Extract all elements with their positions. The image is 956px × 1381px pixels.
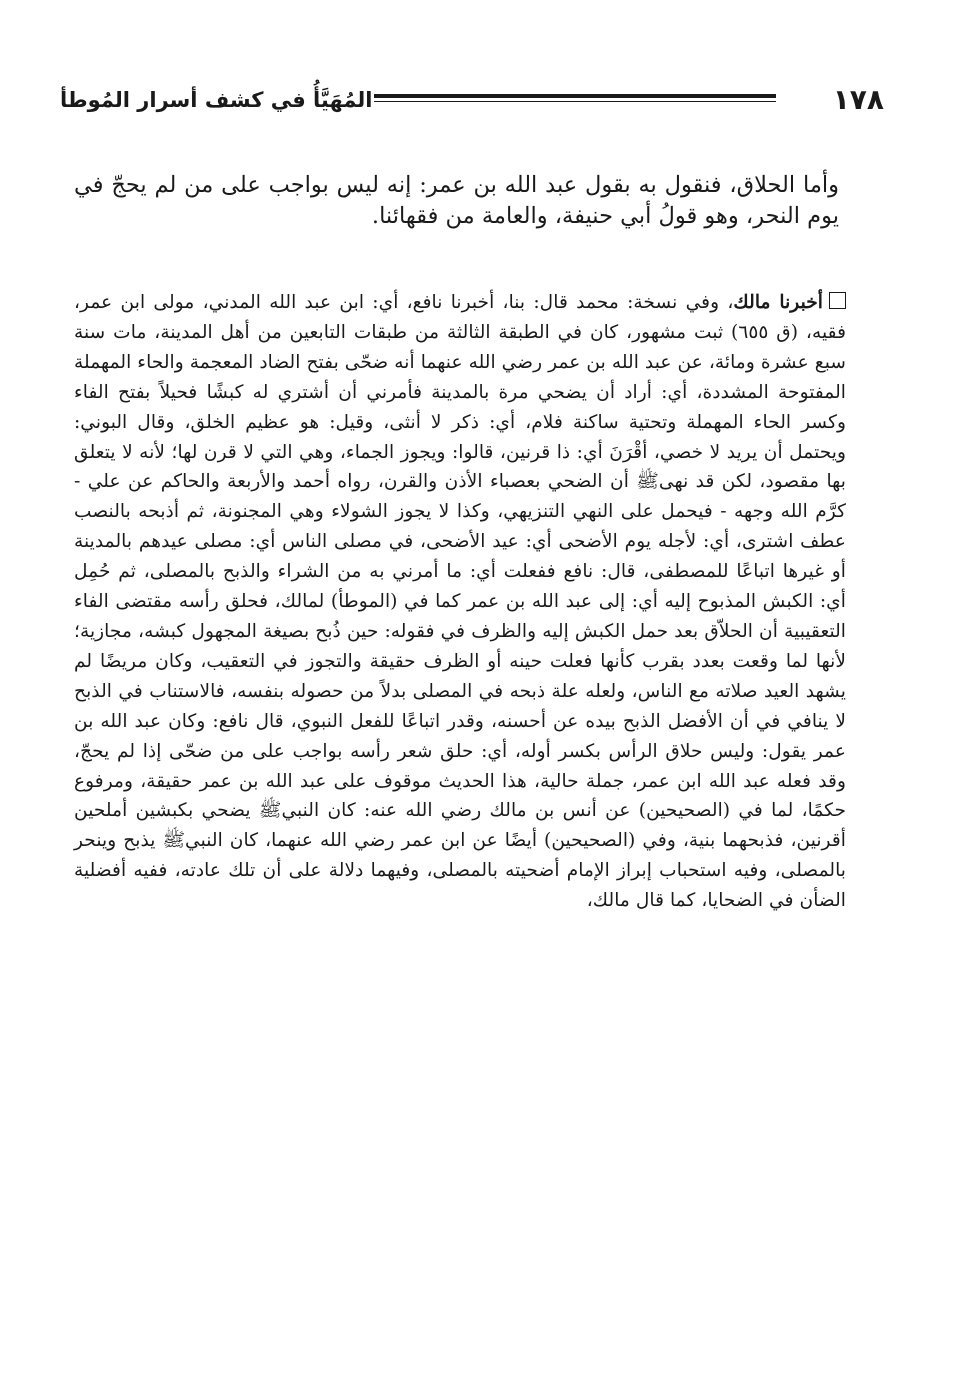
book-title: المُهَيَّأُ في كشف أسرار المُوطأ [60,88,373,112]
page-number: ١٧٨ [832,83,884,116]
page-header [60,82,884,122]
square-marker-icon [829,292,846,309]
commentary-paragraph [74,288,846,916]
commentary-block [74,288,846,916]
main-text-block [74,170,839,232]
main-text-paragraph: وأما الحلاق، فنقول به بقول عبد الله بن عمر: إنه ليس بواجب على من لم يحجّ في يوم النحر، وهو قولُ أبي حنيفة، والعامة من فقهائنا. [74,172,839,229]
commentary-body: ، وفي نسخة: محمد قال: بنا، أخبرنا نافع، أي: ابن عبد الله المدني، مولى ابن عمر، فقيه، (ق ٦٥٥) ثبت مشهور، كان في الطبقة الثالثة من طبقات التابعين من أهل المدينة، مات سنة سبع عشرة ومائة، عن عبد الله بن عمر رضي الله عنهما أنه ضحّى بفتح الضاد المعجمة والحاء المهملة المفتوحة المشددة، أي: أراد أن يضحي مرة بالمدينة فأمرني أن أشتري له كبشًا فحيلاً بفتح الفاء وكسر الحاء المهملة وتحتية ساكنة فلام، أي: ذكر لا أنثى، وقيل: هو عظيم الخلق، وقال البوني: ويحتمل أن يريد لا خصي، أقْرَنَ أي: ذا قرنين، قالوا: ويجوز الجماء، وهي التي لا قرن لها؛ لأنه لا يتعلق بها مقصود، لكن قد نهىﷺ أن الضحي بعصباء الأذن والقرن، رواه أحمد والأربعة والحاكم عن علي - كرَّم الله وجهه - فيحمل على النهي التنزيهي، وكذا لا يجوز الشولاء وهي المجنونة، ثم أذبحه بالنصب عطف اشترى، أي: لأجله يوم الأضحى أي: عيد الأضحى، في مصلى الناس أي: مصلى عيدهم بالمدينة أو غيرها اتباعًا للمصطفى، قال: نافع ففعلت أي: ما أمرني به من الشراء والذبح بالمصلى، ثم حُمِل أي: الكبش المذبوح إليه أي: إلى عبد الله بن عمر كما في (الموطأ) لمالك، فحلق رأسه مقتضى الفاء التعقيبية أن الحلاّق بعد حمل الكبش إليه والظرف في فقوله: حين ذُبح بصيغة المجهول كبشه، مجازية؛ لأنها لما وقعت بعدد بقرب كأنها فعلت حينه أو الظرف حقيقة والتجوز في التعقيب، وكان مريضًا لم يشهد العيد صلاته مع الناس، ولعله علة ذبحه في المصلى بدلاً من حصوله بنفسه، فالاستناب في الذبح لا ينافي في أن الأفضل الذبح بيده عن أحسنه، وقدر اتباعًا للفعل النبوي، قال نافع: وكان عبد الله بن عمر يقول: وليس حلاق الرأس بكسر أوله، أي: حلق شعر رأسه بواجب على من ضحّى إذا لم يحجّ، وقد فعله عبد الله ابن عمر، جملة حالية، هذا الحديث موقوف على عبد الله بن عمر حقيقة، ومرفوع حكمًا، لما في (الصحيحين) عن أنس بن مالك رضي الله عنه: كان النبيﷺ يضحي بكبشين أملحين أقرنين، فذبحهما بنية، وفي (الصحيحين) أيضًا عن ابن عمر رضي الله عنهما، كان النبيﷺ يذبح وينحر بالمصلى، وفيه استحباب إبراز الإمام أضحيته بالمصلى، وفيهما دلالة على أن تلك عادته، ففيه أفضلية الضأن في الضحايا، كما قال مالك، [74,292,847,912]
commentary-lead: أخبرنا مالك [733,291,823,313]
header-rule [374,94,776,102]
